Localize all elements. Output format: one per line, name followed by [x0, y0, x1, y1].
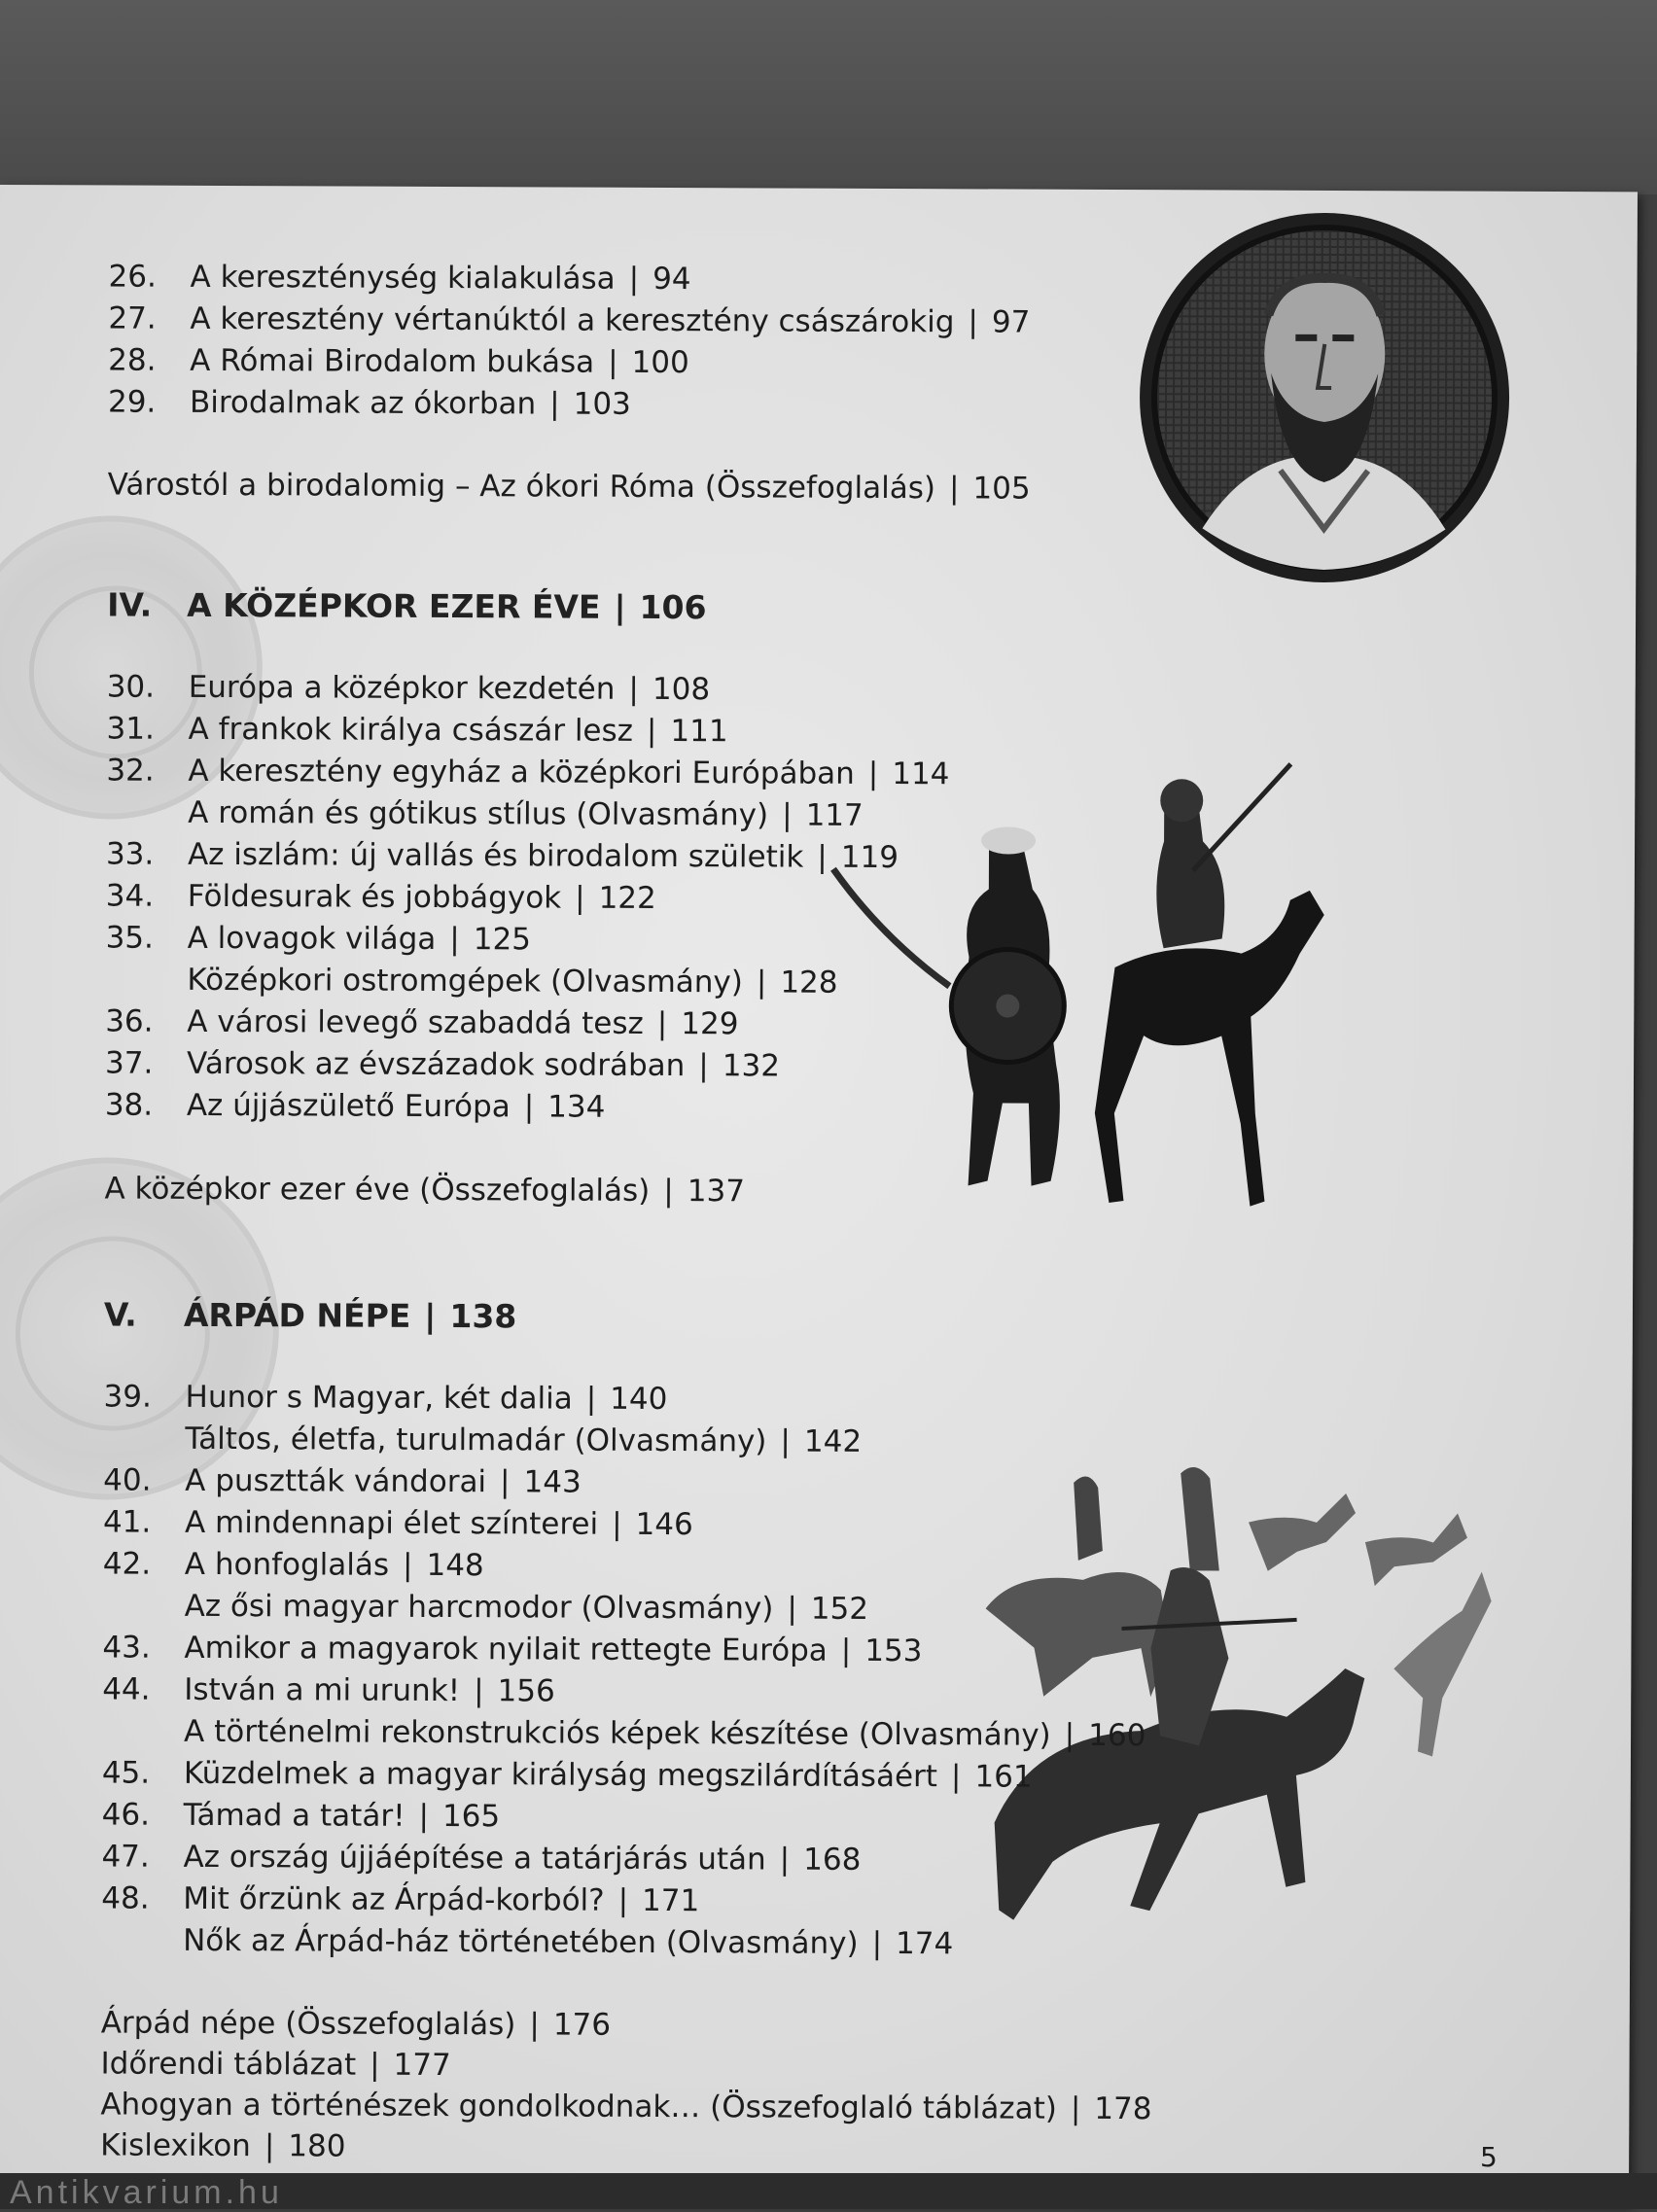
toc-item[interactable]: 48. Mit őrzünk az Árpád-korból? | 171 — [101, 1880, 700, 1919]
toc-item[interactable]: Nők az Árpád-ház történetében (Olvasmány) | 174 — [183, 1922, 954, 1962]
toc-item[interactable]: 26. A kereszténység kialakulása | 94 — [108, 259, 691, 298]
toc-item[interactable]: 32. A keresztény egyház a középkori Európában | 114 — [106, 753, 950, 792]
toc-item[interactable]: 36. A városi levegő szabaddá tesz | 129 — [105, 1003, 739, 1042]
chapter-heading[interactable]: IV. A KÖZÉPKOR EZER ÉVE | 106 — [107, 585, 707, 627]
toc-item[interactable]: 37. Városok az évszázadok sodrában | 132 — [104, 1045, 781, 1084]
toc-item[interactable]: A román és gótikus stílus (Olvasmány) | 117 — [188, 794, 864, 833]
toc-item[interactable]: 27. A keresztény vértanúktól a keresztény császárokig | 97 — [108, 300, 1031, 340]
toc-item[interactable]: 30. Európa a középkor kezdetén | 108 — [106, 669, 711, 708]
toc-item[interactable]: 45. Küzdelmek a magyar királyság megszilárdításáért | 161 — [101, 1755, 1033, 1795]
toc-item[interactable]: Középkori ostromgépek (Olvasmány) | 128 — [187, 962, 838, 1001]
toc-item[interactable]: 42. A honfoglalás | 148 — [102, 1546, 484, 1584]
toc-item[interactable]: 38. Az újjászülető Európa | 134 — [104, 1087, 606, 1125]
toc-item[interactable]: 46. Támad a tatár! | 165 — [101, 1797, 501, 1835]
toc-summary[interactable]: Árpád népe (Összefoglalás) | 176 — [100, 2005, 612, 2043]
toc-item[interactable]: 29. Birodalmak az ókorban | 103 — [107, 384, 631, 422]
toc-item[interactable]: 33. Az iszlám: új vallás és birodalom születik | 119 — [105, 836, 899, 876]
toc-item[interactable]: 47. Az ország újjáépítése a tatárjárás után | 168 — [101, 1839, 862, 1878]
toc-summary[interactable]: A középkor ezer éve (Összefoglalás) | 137 — [104, 1171, 746, 1210]
toc-item[interactable]: 40. A pusztták vándorai | 143 — [103, 1462, 582, 1500]
toc-item[interactable]: 41. A mindennapi élet színterei | 146 — [102, 1504, 693, 1543]
toc-item[interactable]: 39. Hunor s Magyar, két dalia | 140 — [103, 1379, 668, 1418]
toc-item[interactable]: 44. István a mi urunk! | 156 — [102, 1671, 555, 1709]
toc-summary[interactable]: Időrendi táblázat | 177 — [100, 2046, 451, 2084]
medieval-warriors-illustration — [822, 743, 1329, 1231]
toc-item[interactable]: 35. A lovagok világa | 125 — [105, 920, 532, 958]
toc-item[interactable]: Az ősi magyar harcmodor (Olvasmány) | 152 — [184, 1588, 869, 1627]
background-top — [0, 0, 1657, 194]
toc-item[interactable]: 34. Földesurak és jobbágyok | 122 — [105, 878, 656, 916]
watermark: Antikvarium.hu — [10, 2174, 283, 2211]
hungarian-archers-hunt-illustration — [974, 1453, 1501, 1931]
page-number: 5 — [1480, 2141, 1498, 2173]
toc-item[interactable]: A történelmi rekonstrukciós képek készítése (Olvasmány) | 160 — [183, 1713, 1146, 1754]
toc-item[interactable]: 31. A frankok királya császár lesz | 111 — [106, 711, 728, 750]
chapter-heading[interactable]: V. ÁRPÁD NÉPE | 138 — [103, 1295, 517, 1336]
mosaic-saint-medallion — [1134, 207, 1515, 588]
toc-item[interactable]: Táltos, életfa, turulmadár (Olvasmány) | 142 — [185, 1421, 863, 1459]
toc-summary[interactable]: Várostól a birodalomig – Az ókori Róma (Összefoglalás) | 105 — [107, 467, 1031, 507]
toc-item[interactable]: 43. Amikor a magyarok nyilait rettegte Európa | 153 — [102, 1630, 923, 1669]
book-page — [0, 185, 1638, 2204]
toc-summary[interactable]: Ahogyan a történészek gondolkodnak… (Összefoglaló táblázat) | 178 — [100, 2087, 1152, 2127]
toc-item[interactable]: 28. A Római Birodalom bukása | 100 — [108, 342, 689, 381]
toc-summary[interactable]: Kislexikon | 180 — [100, 2127, 346, 2164]
